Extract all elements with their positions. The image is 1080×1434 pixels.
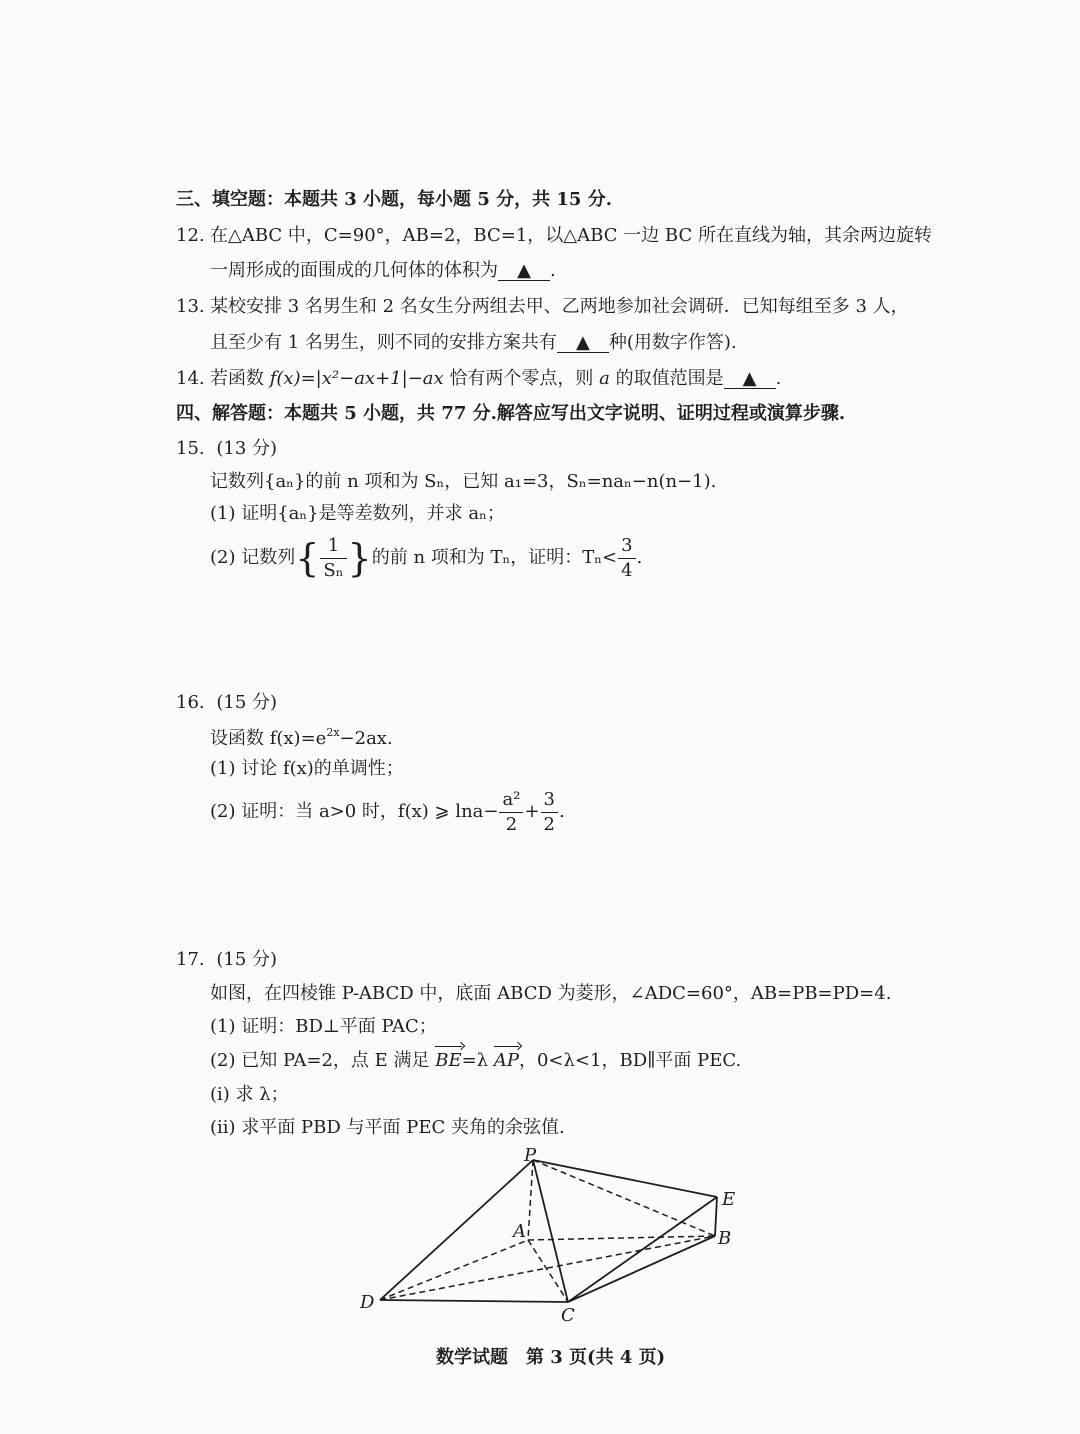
fraction-denominator: Sₙ (323, 559, 344, 581)
label-b: B (718, 1228, 732, 1249)
edge-dc (380, 1300, 568, 1302)
q12-line-2 (210, 262, 556, 281)
q17-header (176, 951, 277, 969)
q16-number: 16. (176, 692, 205, 713)
fraction-denominator: 2 (505, 813, 518, 835)
q16-part-2-end: . (558, 801, 565, 822)
q15-header (176, 440, 277, 458)
edge-eb (715, 1197, 717, 1236)
section-4-heading: 四、解答题：本题共 5 小题，共 77 分.解答应写出文字说明、证明过程或演算步骤. (176, 403, 846, 424)
q15-part-2-mid: 的前 n 项和为 Tₙ，证明：Tₙ< (371, 547, 618, 568)
hidden-edges (380, 1160, 715, 1302)
q16-stem-post: −2ax. (339, 728, 393, 749)
q16-part-2-pre: (2) 证明：当 a>0 时，f(x) ⩾ lna− (210, 801, 499, 822)
label-d: D (360, 1292, 375, 1313)
q17-number: 17. (176, 949, 205, 970)
vector-ap: AP (493, 1050, 519, 1071)
q14-formula: f(x)=|x²−ax+1|−ax (269, 368, 444, 389)
q14-post: 的取值范围是 (615, 368, 724, 389)
edge-da (380, 1240, 528, 1300)
q17-stem: 如图，在四棱锥 P-ABCD 中，底面 ABCD 为菱形，∠ADC=60°，AB=PB=PD=4. (210, 983, 892, 1004)
q17-part-1: (1) 证明：BD⊥平面 PAC； (210, 1016, 437, 1037)
fraction-denominator: 4 (621, 559, 633, 581)
label-c: C (561, 1305, 575, 1326)
q15-part-2 (210, 534, 642, 582)
fraction-numerator: a² (499, 791, 523, 813)
fraction-numerator: 1 (320, 537, 346, 559)
q14-number: 14. (176, 368, 205, 389)
q13-line-2-end: 种(用数字作答). (608, 332, 737, 353)
right-brace: } (347, 536, 372, 580)
q17-sub-i: (i) 求 λ； (210, 1084, 289, 1105)
q14-end: . (775, 368, 782, 389)
q17-part-2-pre: (2) 已知 PA=2，点 E 满足 (210, 1050, 430, 1071)
q15-score: (13 分) (216, 438, 278, 459)
q14-mid: 恰有两个零点，则 (449, 368, 594, 389)
q14-pre: 若函数 (210, 368, 264, 389)
q12-line-2-end: . (550, 260, 556, 281)
edge-pb (533, 1160, 715, 1236)
q16-fraction-three-halves (541, 788, 558, 835)
q13-line-2-text: 且至少有 1 名男生，则不同的安排方案共有 (210, 332, 557, 353)
label-e: E (722, 1189, 736, 1210)
edge-ac (528, 1240, 568, 1302)
q14-var: a (599, 368, 610, 389)
q12-number: 12. (176, 225, 205, 246)
q16-exponent: 2x (326, 726, 340, 739)
fraction-numerator: 3 (618, 537, 635, 559)
q13-number: 13. (176, 296, 205, 317)
q16-score: (15 分) (216, 692, 278, 713)
label-a: A (513, 1221, 526, 1242)
edge-pd (380, 1160, 533, 1300)
q13-line-1: 某校安排 3 名男生和 2 名女生分两组去甲、乙两地参加社会调研．已知每组至多 3 人， (210, 296, 909, 317)
q17-equals-lambda: =λ (461, 1050, 489, 1071)
q17-sub-ii: (ii) 求平面 PBD 与平面 PEC 夹角的余弦值. (210, 1117, 565, 1138)
q16-part-1: (1) 讨论 f(x)的单调性； (210, 758, 404, 779)
q15-part-2-pre: (2) 记数列 (210, 547, 296, 568)
q12-line-2-text: 一周形成的面围成的几何体的体积为 (210, 260, 498, 281)
edge-ce (568, 1197, 717, 1302)
section-3-heading: 三、填空题：本题共 3 小题，每小题 5 分，共 15 分. (176, 189, 612, 210)
q15-part-1: (1) 证明{aₙ}是等差数列，并求 aₙ； (210, 503, 505, 524)
q12-answer-blank: ▲ (498, 262, 550, 281)
fraction-denominator: 2 (543, 813, 555, 835)
edge-pa (528, 1160, 533, 1240)
q13-answer-blank: ▲ (557, 334, 609, 353)
q14-line (210, 370, 781, 389)
q16-part-2 (210, 789, 565, 835)
edge-pe (533, 1160, 717, 1197)
q15-stem: 记数列{aₙ}的前 n 项和为 Sₙ，已知 a₁=3，Sₙ=naₙ−n(n−1). (210, 471, 717, 492)
diagonal-db (380, 1236, 715, 1300)
label-p: P (524, 1145, 537, 1166)
edge-cb (568, 1236, 715, 1302)
fraction-numerator: 3 (541, 791, 558, 813)
q15-part-2-end: . (636, 547, 643, 568)
pyramid-figure (350, 1145, 770, 1330)
q16-fraction-a-squared-over-2 (499, 788, 523, 835)
q17-part-2-post: ，0<λ<1，BD∥平面 PEC. (518, 1050, 742, 1071)
q17-score: (15 分) (216, 949, 278, 970)
q17-part-2 (210, 1052, 741, 1070)
edge-ab (528, 1236, 715, 1240)
page-footer: 数学试题 第 3 页(共 4 页) (436, 1347, 666, 1368)
q14-answer-blank: ▲ (724, 370, 776, 389)
q16-header (176, 694, 277, 712)
q13-line-2 (210, 334, 737, 353)
q16-plus-sign: + (524, 801, 540, 822)
q16-stem-pre: 设函数 f(x)=e (210, 728, 327, 749)
q16-stem (210, 727, 393, 748)
q15-fraction-1-over-sn (320, 534, 346, 581)
q15-fraction-three-quarters (618, 534, 635, 581)
solid-edges (380, 1160, 717, 1302)
edge-pc (533, 1160, 568, 1302)
vector-be: BE (435, 1050, 462, 1071)
q12-line-1: 在△ABC 中，C=90°，AB=2，BC=1，以△ABC 一边 BC 所在直线为轴，其余两边旋转 (210, 225, 932, 246)
q15-number: 15. (176, 438, 205, 459)
left-brace: { (295, 536, 320, 580)
